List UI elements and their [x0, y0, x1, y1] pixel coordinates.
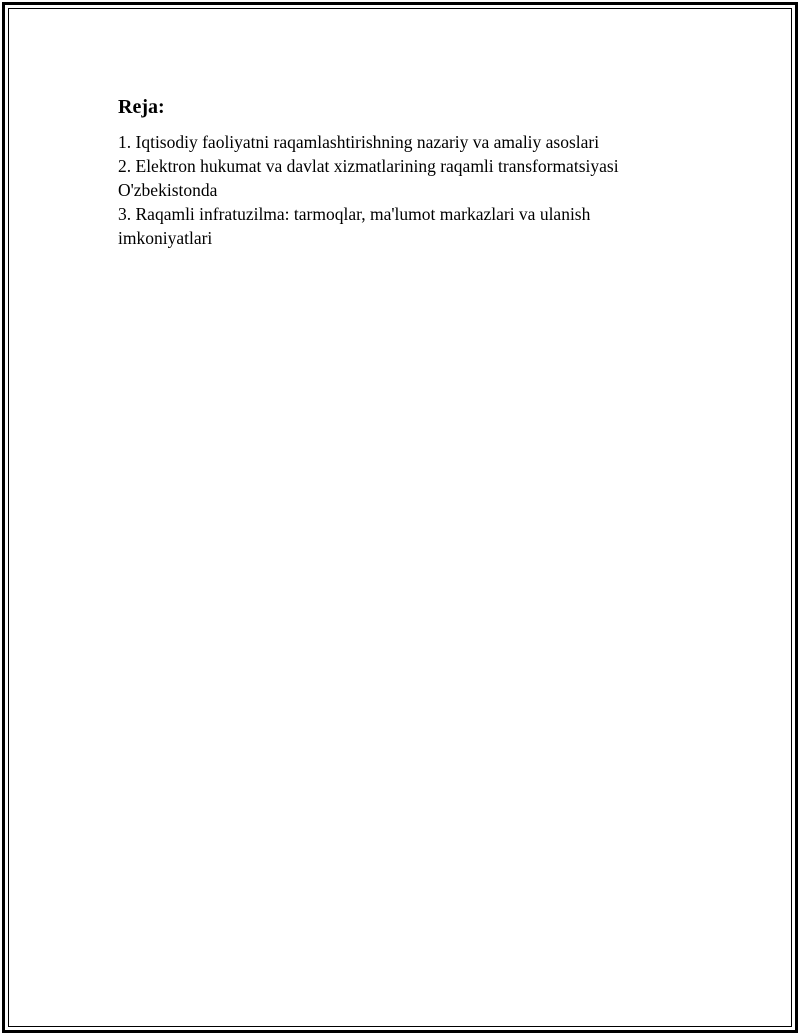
plan-heading: Reja: [118, 96, 165, 118]
plan-list [118, 130, 678, 250]
document-content [118, 94, 678, 250]
plan-item-1: 1. Iqtisodiy faoliyatni raqamlashtirishning nazariy va amaliy asoslari [118, 132, 600, 152]
plan-item-2: 2. Elektron hukumat va davlat xizmatlarining raqamli transformatsiyasi O'zbekistonda [118, 156, 619, 200]
plan-item-3: 3. Raqamli infratuzilma: tarmoqlar, ma'lumot markazlari va ulanish imkoniyatlari [118, 204, 591, 248]
